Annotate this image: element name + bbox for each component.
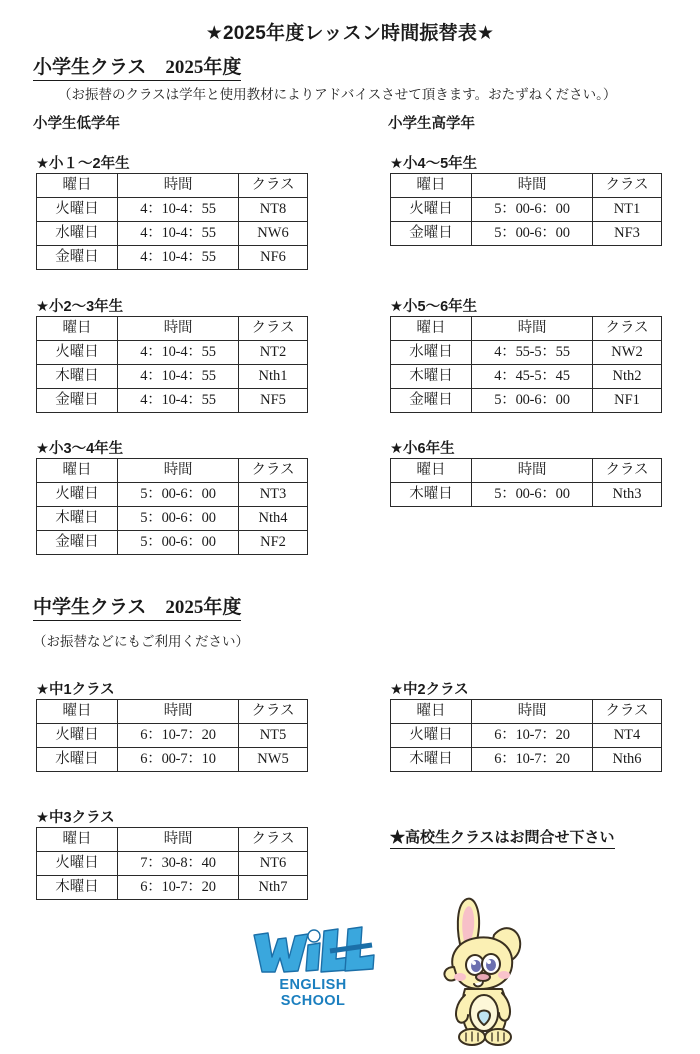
cell-class: Nth6	[593, 748, 662, 772]
cell-time: 4：10-4：55	[118, 222, 239, 246]
cell-day: 水曜日	[37, 222, 118, 246]
schedule-table-elem-1	[36, 173, 308, 270]
table-body	[37, 828, 308, 900]
table-row	[391, 483, 662, 507]
cell-class: NT5	[239, 724, 308, 748]
page-title: ★2025年度レッスン時間振替表★	[205, 23, 495, 44]
schedule-table-elem-2	[390, 173, 662, 246]
cell-class: NW2	[593, 341, 662, 365]
schedule-table-jhs-1	[36, 699, 308, 772]
cell-day: 金曜日	[391, 222, 472, 246]
column-header-class: クラス	[593, 700, 662, 724]
section-heading-juniorhigh: 中学生クラス 2025年度	[33, 592, 241, 621]
section-heading-elementary: 小学生クラス 2025年度	[33, 52, 241, 81]
column-header-day: 曜日	[37, 459, 118, 483]
table-row	[391, 365, 662, 389]
cell-day: 火曜日	[37, 483, 118, 507]
table-row	[391, 222, 662, 246]
cell-time: 5：00-6：00	[472, 222, 593, 246]
column-header-time: 時間	[118, 174, 239, 198]
column-header-day: 曜日	[391, 174, 472, 198]
cell-class: NF2	[239, 531, 308, 555]
cell-time: 4：55-5：55	[472, 341, 593, 365]
column-header-class: クラス	[593, 174, 662, 198]
cell-day: 金曜日	[37, 531, 118, 555]
cell-time: 5：00-6：00	[472, 198, 593, 222]
cell-class: NF6	[239, 246, 308, 270]
column-header-class: クラス	[239, 828, 308, 852]
table-row	[37, 876, 308, 900]
table-caption-elem-3: ★小2〜3年生	[36, 299, 124, 315]
column-header-day: 曜日	[391, 700, 472, 724]
cell-class: NT3	[239, 483, 308, 507]
cell-day: 金曜日	[391, 389, 472, 413]
cell-day: 火曜日	[37, 198, 118, 222]
table-row	[37, 198, 308, 222]
table-row	[37, 748, 308, 772]
table-row	[37, 389, 308, 413]
table-body	[391, 174, 662, 246]
cell-class: NF1	[593, 389, 662, 413]
cell-time: 4：10-4：55	[118, 198, 239, 222]
schedule-table-jhs-3	[36, 827, 308, 900]
elementary-note: （お振替のクラスは学年と使用教材によりアドバイスさせて頂きます。おたずねください。）	[58, 87, 617, 102]
cell-time: 4：10-4：55	[118, 341, 239, 365]
table-caption-elem-4: ★小5〜6年生	[390, 299, 478, 315]
cell-time: 6：00-7：10	[118, 748, 239, 772]
cell-day: 木曜日	[391, 483, 472, 507]
table-header-row	[37, 459, 308, 483]
column-header-day: 曜日	[37, 828, 118, 852]
table-row	[37, 507, 308, 531]
cell-class: NT8	[239, 198, 308, 222]
cell-day: 木曜日	[391, 748, 472, 772]
column-header-time: 時間	[472, 459, 593, 483]
column-header-day: 曜日	[391, 459, 472, 483]
column-header-time: 時間	[472, 174, 593, 198]
table-header-row	[391, 700, 662, 724]
juniorhigh-note: （お振替などにもご利用ください）	[33, 634, 249, 649]
cell-class: NF5	[239, 389, 308, 413]
cell-time: 4：10-4：55	[118, 389, 239, 413]
cell-time: 6：10-7：20	[118, 724, 239, 748]
cell-time: 4：10-4：55	[118, 246, 239, 270]
cell-class: Nth3	[593, 483, 662, 507]
table-row	[37, 852, 308, 876]
schedule-table-jhs-2	[390, 699, 662, 772]
table-header-row	[37, 174, 308, 198]
table-header-row	[37, 828, 308, 852]
column-header-time: 時間	[472, 317, 593, 341]
column-header-class: クラス	[239, 459, 308, 483]
table-row	[37, 724, 308, 748]
cell-class: NF3	[593, 222, 662, 246]
cell-time: 4：10-4：55	[118, 365, 239, 389]
rabbit-mascot-icon	[432, 893, 544, 1051]
schedule-table-elem-3	[36, 316, 308, 413]
cell-time: 6：10-7：20	[472, 724, 593, 748]
table-row	[37, 246, 308, 270]
table-caption-jhs-1: ★中1クラス	[36, 682, 115, 698]
cell-day: 木曜日	[37, 507, 118, 531]
cell-time: 7：30-8：40	[118, 852, 239, 876]
table-body	[37, 174, 308, 270]
table-header-row	[37, 700, 308, 724]
table-caption-elem-6: ★小6年生	[390, 441, 455, 457]
group-label-upper-grades: 小学生高学年	[388, 116, 475, 132]
schedule-table-elem-6	[390, 458, 662, 507]
school-logo	[248, 925, 378, 1009]
cell-day: 水曜日	[37, 748, 118, 772]
cell-class: NT4	[593, 724, 662, 748]
cell-time: 6：10-7：20	[472, 748, 593, 772]
column-header-day: 曜日	[37, 174, 118, 198]
table-row	[37, 531, 308, 555]
table-header-row	[391, 459, 662, 483]
cell-time: 5：00-6：00	[472, 389, 593, 413]
column-header-time: 時間	[472, 700, 593, 724]
cell-time: 5：00-6：00	[118, 507, 239, 531]
cell-day: 金曜日	[37, 389, 118, 413]
cell-day: 木曜日	[37, 876, 118, 900]
cell-class: NW5	[239, 748, 308, 772]
table-row	[391, 724, 662, 748]
table-row	[37, 341, 308, 365]
table-body	[37, 317, 308, 413]
cell-class: NW6	[239, 222, 308, 246]
column-header-time: 時間	[118, 828, 239, 852]
cell-day: 金曜日	[37, 246, 118, 270]
table-row	[391, 341, 662, 365]
cell-time: 5：00-6：00	[472, 483, 593, 507]
cell-class: Nth2	[593, 365, 662, 389]
cell-time: 5：00-6：00	[118, 531, 239, 555]
cell-class: NT2	[239, 341, 308, 365]
table-header-row	[37, 317, 308, 341]
schedule-table-elem-5	[36, 458, 308, 555]
table-body	[391, 459, 662, 507]
cell-class: NT6	[239, 852, 308, 876]
logo-subtitle: ENGLISH SCHOOL	[279, 977, 347, 1009]
cell-class: NT1	[593, 198, 662, 222]
cell-day: 水曜日	[391, 341, 472, 365]
table-body	[391, 700, 662, 772]
will-wordmark-icon	[248, 925, 378, 981]
column-header-class: クラス	[239, 174, 308, 198]
table-body	[391, 317, 662, 413]
column-header-class: クラス	[593, 317, 662, 341]
table-body	[37, 700, 308, 772]
column-header-time: 時間	[118, 700, 239, 724]
cell-class: Nth4	[239, 507, 308, 531]
table-row	[37, 222, 308, 246]
column-header-class: クラス	[239, 317, 308, 341]
column-header-class: クラス	[593, 459, 662, 483]
cell-day: 火曜日	[37, 341, 118, 365]
column-header-day: 曜日	[37, 700, 118, 724]
table-header-row	[391, 317, 662, 341]
table-row	[391, 198, 662, 222]
table-row	[391, 748, 662, 772]
column-header-day: 曜日	[391, 317, 472, 341]
cell-day: 火曜日	[391, 198, 472, 222]
cell-time: 6：10-7：20	[118, 876, 239, 900]
column-header-day: 曜日	[37, 317, 118, 341]
column-header-time: 時間	[118, 459, 239, 483]
column-header-time: 時間	[118, 317, 239, 341]
cell-day: 火曜日	[37, 852, 118, 876]
table-row	[391, 389, 662, 413]
cell-time: 5：00-6：00	[118, 483, 239, 507]
cell-day: 木曜日	[391, 365, 472, 389]
table-caption-elem-1: ★小１〜2年生	[36, 156, 130, 172]
table-header-row	[391, 174, 662, 198]
group-label-lower-grades: 小学生低学年	[33, 116, 120, 132]
table-caption-jhs-3: ★中3クラス	[36, 810, 115, 826]
highschool-notice: ★高校生クラスはお問合せ下さい	[390, 826, 615, 849]
cell-day: 木曜日	[37, 365, 118, 389]
cell-day: 火曜日	[37, 724, 118, 748]
table-row	[37, 365, 308, 389]
table-body	[37, 459, 308, 555]
cell-time: 4：45-5：45	[472, 365, 593, 389]
table-caption-elem-5: ★小3〜4年生	[36, 441, 124, 457]
table-caption-jhs-2: ★中2クラス	[390, 682, 469, 698]
cell-day: 火曜日	[391, 724, 472, 748]
cell-class: Nth7	[239, 876, 308, 900]
cell-class: Nth1	[239, 365, 308, 389]
column-header-class: クラス	[239, 700, 308, 724]
table-row	[37, 483, 308, 507]
table-caption-elem-2: ★小4〜5年生	[390, 156, 478, 172]
schedule-table-elem-4	[390, 316, 662, 413]
